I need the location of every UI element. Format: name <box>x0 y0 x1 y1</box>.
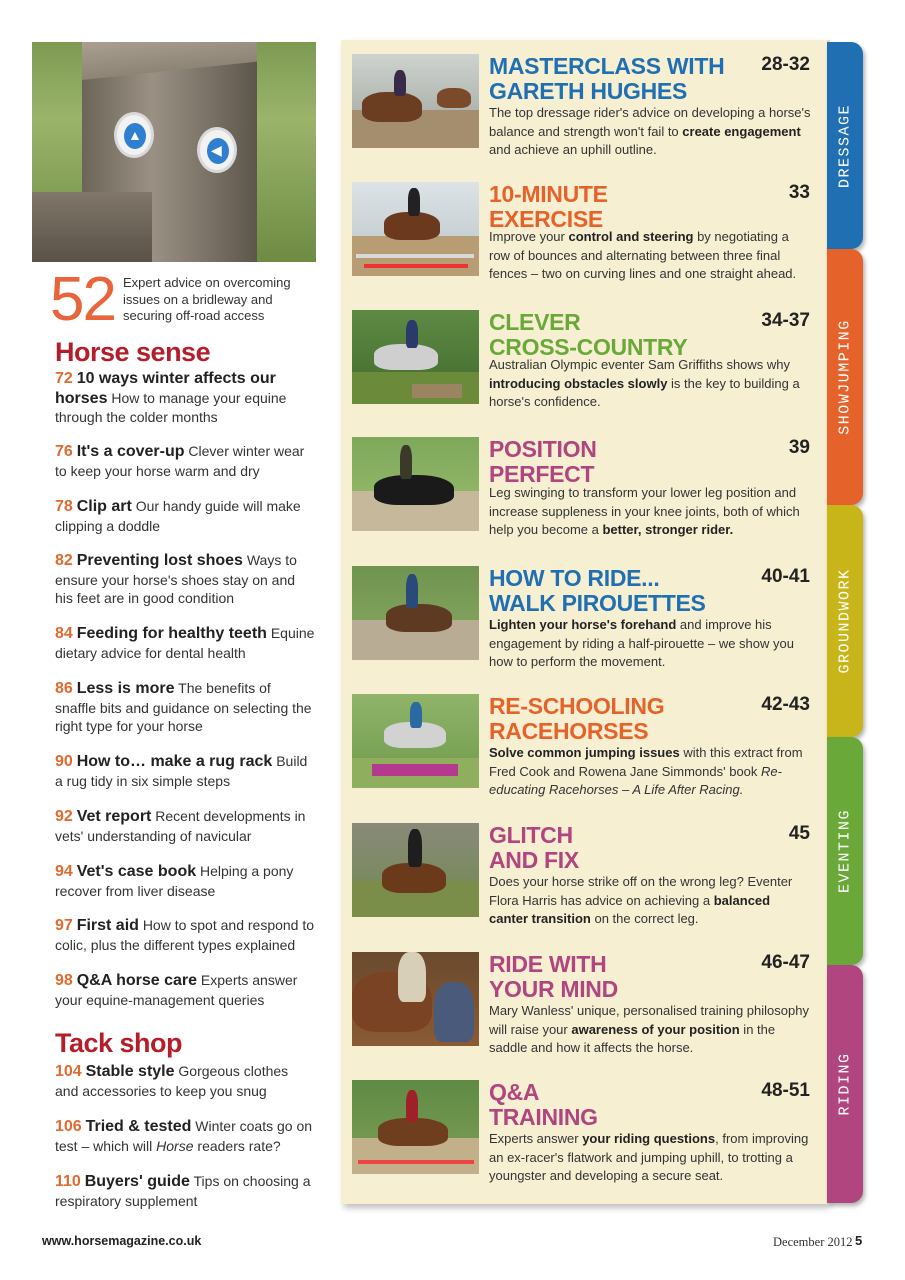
section-title-tack-shop: Tack shop <box>55 1028 183 1058</box>
tab-dressage[interactable]: DRESSAGE <box>827 42 863 249</box>
contents-item[interactable]: 106 Tried & tested Winter coats go on test – which will Horse readers rate? <box>55 1118 313 1154</box>
contents-item[interactable]: 92 Vet report Recent developments in vets' understanding of navicular <box>55 808 306 844</box>
article-title: RE-SCHOOLING RACEHORSES <box>489 693 665 744</box>
contents-item[interactable]: 72 10 ways winter affects our horses How to manage your equine through the colder months <box>55 370 287 425</box>
article-10-minute-exercise[interactable] <box>352 182 814 282</box>
article-glitch-and-fix[interactable] <box>352 822 814 926</box>
bridleway-marker-icon: ◀ <box>197 127 237 173</box>
tab-eventing[interactable]: EVENTING <box>827 737 863 965</box>
issue-date: December 2012 <box>773 1235 853 1249</box>
stat-description: Expert advice on overcoming issues on a bridleway and securing off-road access <box>123 275 291 323</box>
article-photo <box>352 952 479 1046</box>
article-description: Does your horse strike off on the wrong leg? Eventer Flora Harris has advice on achieving a balanced canter transition on the correct leg. <box>489 874 793 926</box>
page-range: 45 <box>788 823 810 844</box>
contents-item[interactable]: 82 Preventing lost shoes Ways to ensure your horse's shoes stay on and his feet are in good condition <box>55 552 297 606</box>
page-range: 48-51 <box>761 1080 810 1101</box>
contents-item[interactable]: 110 Buyers' guide Tips on choosing a respiratory supplement <box>55 1173 311 1209</box>
page-number: 5 <box>855 1233 863 1248</box>
contents-item[interactable]: 94 Vet's case book Helping a pony recover from liver disease <box>55 863 294 899</box>
page-range: 33 <box>788 182 810 203</box>
article-title: HOW TO RIDE... WALK PIROUETTES <box>489 565 706 616</box>
page-range: 46-47 <box>761 952 810 973</box>
article-photo <box>352 823 479 917</box>
article-title: CLEVER CROSS-COUNTRY <box>489 309 688 360</box>
article-clever-cross-country[interactable] <box>352 310 814 410</box>
article-title: Q&A TRAINING <box>489 1079 598 1130</box>
page-range: 28-32 <box>761 54 810 75</box>
tab-groundwork[interactable]: GROUNDWORK <box>827 505 863 737</box>
page-range: 39 <box>788 437 810 458</box>
contents-item[interactable]: 104 Stable style Gorgeous clothes and accessories to keep you snug <box>55 1063 289 1099</box>
tab-showjumping[interactable]: SHOWJUMPING <box>827 249 863 505</box>
article-photo <box>352 437 479 531</box>
article-description: Mary Wanless' unique, personalised training philosophy will raise your awareness of your position in the saddle and how it affects the horse. <box>489 1003 809 1055</box>
article-description: Leg swinging to transform your lower leg position and increase suppleness in your knee joints, both of which help you become a better, stronger rider. <box>489 485 800 537</box>
article-photo <box>352 54 479 148</box>
article-description: Experts answer your riding questions, from improving an ex-racer's flatwork and jumping uphill, to trotting a youngster and developing a secure seat. <box>489 1131 809 1183</box>
stat-number: 52 <box>50 265 115 334</box>
contents-item[interactable]: 86 Less is more The benefits of snaffle bits and guidance on selecting the right type for your horse <box>55 680 312 734</box>
article-re-schooling-racehorses[interactable] <box>352 693 814 797</box>
article-photo <box>352 566 479 660</box>
article-masterclass[interactable] <box>352 53 814 157</box>
article-description: Improve your control and steering by negotiating a row of bounces and alternating between three final fences – two on curving lines and one straight ahead. <box>489 229 797 281</box>
article-photo <box>352 310 479 404</box>
bridleway-post-photo <box>32 42 316 262</box>
article-description: Lighten your horse's forehand and improve his engagement by riding a half-pirouette – we show you how to perform the movement. <box>489 617 794 669</box>
article-position-perfect[interactable] <box>352 437 814 537</box>
article-title: POSITION PERFECT <box>489 436 597 487</box>
page-range: 34-37 <box>761 310 810 331</box>
contents-item[interactable]: 97 First aid How to spot and respond to colic, plus the different types explained <box>55 917 315 953</box>
article-description: Australian Olympic eventer Sam Griffiths shows why introducing obstacles slowly is the key to building a horse's confidence. <box>489 357 800 409</box>
article-walk-pirouettes[interactable] <box>352 565 814 669</box>
article-description: The top dressage rider's advice on developing a horse's balance and strength won't fail to create engagement and achieve an uphill outline. <box>489 105 811 157</box>
article-qa-training[interactable] <box>352 1079 814 1183</box>
website-url[interactable]: www.horsemagazine.co.uk <box>42 1234 202 1248</box>
article-photo <box>352 694 479 788</box>
article-photo <box>352 182 479 276</box>
article-title: 10-MINUTE EXERCISE <box>489 181 608 232</box>
contents-item[interactable]: 84 Feeding for healthy teeth Equine dietary advice for dental health <box>55 625 315 661</box>
section-title-horse-sense: Horse sense <box>55 337 211 367</box>
article-title: MASTERCLASS WITH GARETH HUGHES <box>489 53 725 104</box>
contents-item[interactable]: 90 How to… make a rug rack Build a rug tidy in six simple steps <box>55 753 308 789</box>
contents-item[interactable]: 78 Clip art Our handy guide will make clipping a doddle <box>55 498 301 534</box>
article-description: Solve common jumping issues with this extract from Fred Cook and Rowena Jane Simmonds' book Re-educating Racehorses – A Life After Racing. <box>489 745 803 797</box>
article-photo <box>352 1080 479 1174</box>
article-title: RIDE WITH YOUR MIND <box>489 951 618 1002</box>
contents-item[interactable]: 98 Q&A horse care Experts answer your equine-management queries <box>55 972 298 1008</box>
article-title: GLITCH AND FIX <box>489 822 579 873</box>
article-ride-with-your-mind[interactable] <box>352 951 814 1055</box>
tab-riding[interactable]: RIDING <box>827 965 863 1203</box>
contents-item[interactable]: 76 It's a cover-up Clever winter wear to keep your horse warm and dry <box>55 443 305 479</box>
bridleway-marker-icon: ▲ <box>114 112 154 158</box>
fence-rail <box>32 192 152 262</box>
page-range: 42-43 <box>761 694 810 715</box>
page-range: 40-41 <box>761 566 810 587</box>
